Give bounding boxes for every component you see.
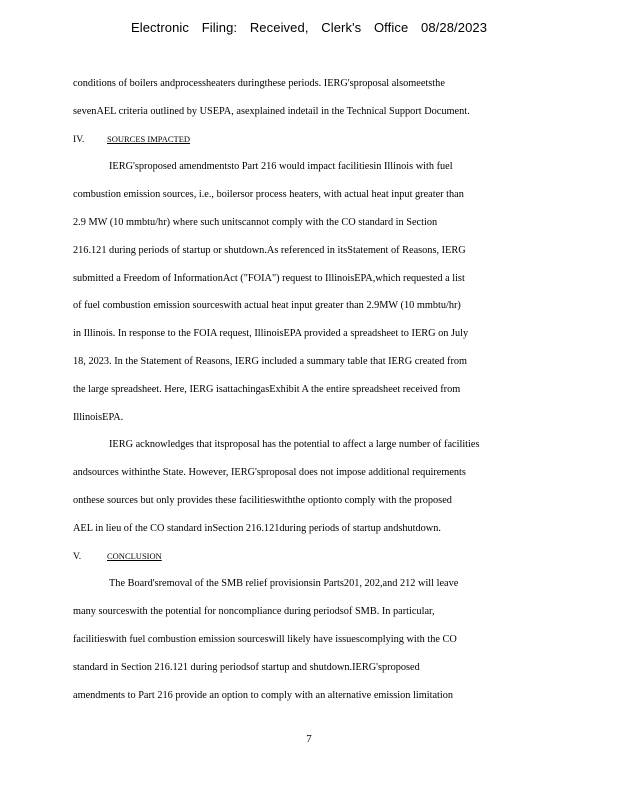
text-line: amendments to Part 216 provide an option to comply with an alternative emission limitation xyxy=(73,689,454,701)
section-number: IV. xyxy=(73,133,85,145)
text-line: in Illinois. In response to the FOIA request, IllinoisEPA provided a spreadsheet to IERG on July xyxy=(73,328,469,340)
text-line: 18, 2023. In the Statement of Reasons, IERG included a summary table that IERG created from xyxy=(73,355,468,367)
text-line: combustion emission sources, i.e., boilersor process heaters, with actual heat input greater than xyxy=(73,189,464,201)
section-title: CONCLUSION xyxy=(107,550,162,561)
text-line: 2.9 MW (10 mmbtu/hr) where such unitscannot comply with the CO standard in Section xyxy=(73,216,438,228)
page-number: 7 xyxy=(306,733,312,745)
text-line: IllinoisEPA. xyxy=(73,411,124,423)
text-line: sevenAEL criteria outlined by USEPA, asexplained indetail in the Technical Support Document. xyxy=(73,105,470,117)
section-heading-iv xyxy=(73,126,543,154)
text-line: many sourceswith the potential for noncompliance during periodsof SMB. In particular, xyxy=(73,606,435,618)
text-line: 216.121 during periods of startup or shutdown.As referenced in itsStatement of Reasons, IERG xyxy=(73,244,466,256)
document-body xyxy=(73,70,543,709)
section-heading-v xyxy=(73,543,543,571)
text-line: conditions of boilers andprocessheaters duringthese periods. IERG'sproposal alsomeetsthe xyxy=(73,78,445,89)
text-line: AEL in lieu of the CO standard inSection 216.121during periods of startup andshutdown. xyxy=(73,522,441,534)
text-line: of fuel combustion emission sourceswith actual heat input greater than 2.9MW (10 mmbtu/hr) xyxy=(73,300,461,312)
text-line: facilitieswith fuel combustion emission sourceswill likely have issuescomplying with the CO xyxy=(73,633,457,645)
text-line: standard in Section 216.121 during periodsof startup and shutdown.IERG'sproposed xyxy=(73,661,420,673)
text-line: IERG'sproposed amendmentsto Part 216 would impact facilitiesin Illinois with fuel xyxy=(109,161,453,173)
section-title: SOURCES IMPACTED xyxy=(107,133,191,144)
text-line: The Board'sremoval of the SMB relief provisionsin Parts201, 202,and 212 will leave xyxy=(109,578,459,590)
efiling-header: Electronic Filing: Received, Clerk's Office 08/28/2023 xyxy=(130,20,488,35)
text-line: submitted a Freedom of InformationAct ("FOIA") request to IllinoisEPA,which requested a list xyxy=(73,272,465,284)
text-line: onthese sources but only provides these facilitieswiththe optionto comply with the proposed xyxy=(73,494,452,506)
section-number: V. xyxy=(73,550,82,562)
text-line: andsources withinthe State. However, IERG'sproposal does not impose additional requirements xyxy=(73,467,466,479)
text-line: IERG acknowledges that itsproposal has the potential to affect a large number of facilities xyxy=(109,439,480,451)
text-line: the large spreadsheet. Here, IERG isattachingasExhibit A the entire spreadsheet received from xyxy=(73,383,461,395)
